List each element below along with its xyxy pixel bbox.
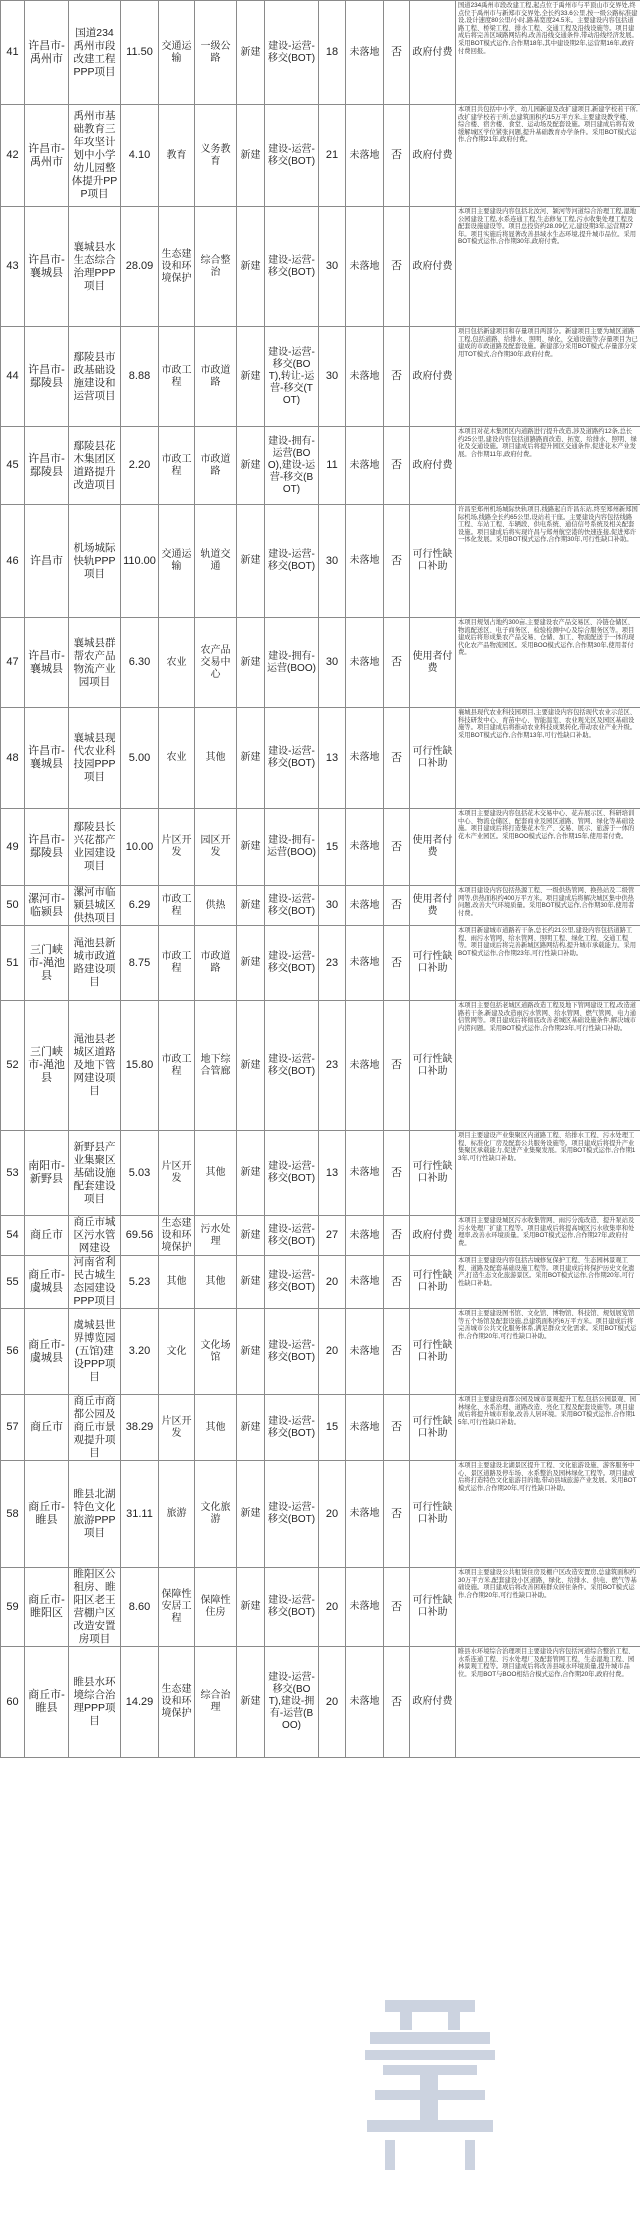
- region-cell: 漯河市-临颍县: [25, 886, 69, 926]
- row-number: 49: [1, 809, 25, 886]
- watermark-logo: [345, 1990, 515, 2220]
- sub-industry-cell: 一级公路: [195, 1, 237, 105]
- payment-mechanism-cell: 可行性缺口补助: [410, 1256, 456, 1309]
- landing-status-cell: 未落地: [346, 1568, 384, 1647]
- row-number: 47: [1, 618, 25, 708]
- row-number: 42: [1, 105, 25, 207]
- payment-mechanism-cell: 政府付费: [410, 1, 456, 105]
- cooperation-years-cell: 20: [319, 1647, 346, 1758]
- landing-status-cell: 未落地: [346, 1001, 384, 1131]
- region-cell: 许昌市: [25, 505, 69, 618]
- investment-cell: 11.50: [121, 1, 159, 105]
- investment-cell: 38.29: [121, 1395, 159, 1461]
- project-name-cell: 襄城县群帮农产品物流产业园项目: [69, 618, 121, 708]
- sub-industry-cell: 市政道路: [195, 427, 237, 505]
- investment-cell: 28.09: [121, 207, 159, 327]
- region-cell: 南阳市-新野县: [25, 1131, 69, 1216]
- row-number: 53: [1, 1131, 25, 1216]
- landing-status-cell: 未落地: [346, 1, 384, 105]
- table-row: [1, 505, 640, 618]
- sub-industry-cell: 污水处理: [195, 1216, 237, 1256]
- investment-cell: 5.03: [121, 1131, 159, 1216]
- landing-status-cell: 未落地: [346, 926, 384, 1001]
- payment-mechanism-cell: 政府付费: [410, 207, 456, 327]
- table-row: [1, 1, 640, 105]
- payment-mechanism-cell: 可行性缺口补助: [410, 505, 456, 618]
- industry-cell: 生态建设和环境保护: [159, 1216, 195, 1256]
- payment-mechanism-cell: 政府付费: [410, 1647, 456, 1758]
- table-row: [1, 1256, 640, 1309]
- project-description-cell: 本项目规划占地约300亩,主要建设农产品交易区、冷链仓储区、物流配送区、电子商务区、检验检测中心及综合服务区等。项目建成后将形成集农产品交易、仓储、加工、物流配送于一体的现代化农产品物流园区。采用BOO模式运作,合作期30年,使用者付费。: [456, 618, 640, 708]
- table-row: [1, 105, 640, 207]
- cooperation-years-cell: 30: [319, 886, 346, 926]
- payment-mechanism-cell: 可行性缺口补助: [410, 926, 456, 1001]
- operation-mode-cell: 建设-运营-移交(BOT): [265, 926, 319, 1001]
- cooperation-years-cell: 18: [319, 1, 346, 105]
- region-cell: 许昌市-禹州市: [25, 105, 69, 207]
- table-row: [1, 1647, 640, 1758]
- cooperation-years-cell: 13: [319, 1131, 346, 1216]
- cooperation-years-cell: 27: [319, 1216, 346, 1256]
- landing-status-cell: 未落地: [346, 1131, 384, 1216]
- row-number: 58: [1, 1461, 25, 1568]
- landing-status-cell: 未落地: [346, 1395, 384, 1461]
- region-cell: 许昌市-鄢陵县: [25, 327, 69, 427]
- project-description-cell: 本项目主要包括老城区道路改造工程及地下管网建设工程,改造道路若干条,新建及改造雨污水管网、给水管网、燃气管网、电力通信管网等。项目建成后将彻底改善老城区基础设施条件,解决城市内涝问题。采用BOT模式运作,合作期23年,可行性缺口补助。: [456, 1001, 640, 1131]
- table-row: [1, 809, 640, 886]
- project-name-cell: 虞城县世界博览园(五馆)建设PPP项目: [69, 1309, 121, 1395]
- operation-mode-cell: 建设-运营-移交(BOT): [265, 1001, 319, 1131]
- project-description-cell: 睢县水环境综合治理项目主要建设内容包括河道综合整治工程、水系连通工程、污水处理厂及配套管网工程、生态湿地工程、园林景观工程等。项目建成后将改善县域水环境质量,提升城市品位。采用BOT与BOO相结合模式运作,合作期20年,政府付费。: [456, 1647, 640, 1758]
- region-cell: 商丘市-虞城县: [25, 1256, 69, 1309]
- payment-mechanism-cell: 政府付费: [410, 105, 456, 207]
- payment-mechanism-cell: 可行性缺口补助: [410, 1568, 456, 1647]
- industry-cell: 片区开发: [159, 809, 195, 886]
- operation-mode-cell: 建设-运营-移交(BOT): [265, 1395, 319, 1461]
- project-description-cell: 本项目新建城市道路若干条,总长约21公里,建设内容包括道路工程、雨污水管网、给水管网、照明工程、绿化工程、交通工程等。项目建成后将完善新城区路网结构,提升城市承载能力。采用BOT模式运作,合作期23年,可行性缺口补助。: [456, 926, 640, 1001]
- row-number: 55: [1, 1256, 25, 1309]
- investment-cell: 8.60: [121, 1568, 159, 1647]
- industry-cell: 文化: [159, 1309, 195, 1395]
- region-cell: 许昌市-襄城县: [25, 618, 69, 708]
- landing-status-cell: 未落地: [346, 1256, 384, 1309]
- sub-industry-cell: 其他: [195, 1395, 237, 1461]
- operation-mode-cell: 建设-运营-移交(BOT): [265, 207, 319, 327]
- investment-cell: 8.75: [121, 926, 159, 1001]
- industry-cell: 交通运输: [159, 505, 195, 618]
- landing-status-cell: 未落地: [346, 1647, 384, 1758]
- row-number: 43: [1, 207, 25, 327]
- region-cell: 三门峡市-渑池县: [25, 1001, 69, 1131]
- project-name-cell: 新野县产业集聚区基础设施配套建设项目: [69, 1131, 121, 1216]
- cooperation-years-cell: 20: [319, 1568, 346, 1647]
- project-name-cell: 鄢陵县市政基础设施建设和运营项目: [69, 327, 121, 427]
- payment-mechanism-cell: 使用者付费: [410, 886, 456, 926]
- operation-mode-cell: 建设-运营-移交(BOT): [265, 1, 319, 105]
- industry-cell: 片区开发: [159, 1131, 195, 1216]
- project-name-cell: 襄城县现代农业科技园PPP项目: [69, 708, 121, 809]
- demonstration-cell: 否: [384, 1309, 410, 1395]
- row-number: 46: [1, 505, 25, 618]
- investment-cell: 14.29: [121, 1647, 159, 1758]
- industry-cell: 旅游: [159, 1461, 195, 1568]
- operation-mode-cell: 建设-运营-移交(BOT): [265, 1568, 319, 1647]
- project-name-cell: 渑池县老城区道路及地下管网建设项目: [69, 1001, 121, 1131]
- project-description-cell: 本项目主要建设城区污水收集管网、雨污分流改造、提升泵站及污水处理厂扩建工程等。项目建成后将提高城区污水收集率和处理率,改善水环境质量。采用BOT模式运作,合作期27年,政府付费。: [456, 1216, 640, 1256]
- build-type-cell: 新建: [237, 427, 265, 505]
- region-cell: 商丘市-睢县: [25, 1647, 69, 1758]
- cooperation-years-cell: 13: [319, 708, 346, 809]
- cooperation-years-cell: 23: [319, 1001, 346, 1131]
- project-description-cell: 本项目主要建设内容包括花木交易中心、花卉展示区、科研培训中心、物流仓储区、配套商业及园区道路、管网、绿化等基础设施。项目建成后将打造集花木生产、交易、展示、旅游于一体的花木产业园区。采用BOO模式运作,合作期15年,使用者付费。: [456, 809, 640, 886]
- row-number: 41: [1, 1, 25, 105]
- sub-industry-cell: 保障性住房: [195, 1568, 237, 1647]
- cooperation-years-cell: 15: [319, 809, 346, 886]
- project-description-cell: 本项目建设内容包括热源工程、一级供热管网、换热站及二级管网等,供热面积约400万平方米。项目建成后将解决城区集中供热问题,改善大气环境质量。采用BOT模式运作,合作期30年,使用者付费。: [456, 886, 640, 926]
- operation-mode-cell: 建设-拥有-运营(BOO),建设-运营-移交(BOT): [265, 427, 319, 505]
- region-cell: 许昌市-禹州市: [25, 1, 69, 105]
- demonstration-cell: 否: [384, 708, 410, 809]
- table-row: [1, 708, 640, 809]
- project-name-cell: 襄城县水生态综合治理PPP项目: [69, 207, 121, 327]
- build-type-cell: 新建: [237, 1001, 265, 1131]
- table-row: [1, 1131, 640, 1216]
- industry-cell: 农业: [159, 708, 195, 809]
- project-name-cell: 机场城际快轨PPP项目: [69, 505, 121, 618]
- cooperation-years-cell: 15: [319, 1395, 346, 1461]
- project-description-cell: 项目包括新建项目和存量项目两部分。新建项目主要为城区道路工程,包括道路、给排水、照明、绿化、交通设施等;存量项目为已建成的市政道路及配套设施。新建部分采用BOT模式,存量部分采用TOT模式,合作期30年,政府付费。: [456, 327, 640, 427]
- project-description-cell: 本项目主要建设公共租赁住房及棚户区改造安置房,总建筑面积约30万平方米,配套建设小区道路、绿化、给排水、供电、燃气等基础设施。项目建成后将改善困难群众居住条件。采用BOT模式运作,合作期20年,可行性缺口补助。: [456, 1568, 640, 1647]
- cooperation-years-cell: 20: [319, 1309, 346, 1395]
- payment-mechanism-cell: 政府付费: [410, 1216, 456, 1256]
- industry-cell: 市政工程: [159, 427, 195, 505]
- cooperation-years-cell: 30: [319, 505, 346, 618]
- sub-industry-cell: 综合整治: [195, 207, 237, 327]
- sub-industry-cell: 市政道路: [195, 926, 237, 1001]
- demonstration-cell: 否: [384, 505, 410, 618]
- table-row: [1, 926, 640, 1001]
- region-cell: 商丘市: [25, 1216, 69, 1256]
- landing-status-cell: 未落地: [346, 327, 384, 427]
- demonstration-cell: 否: [384, 1, 410, 105]
- industry-cell: 交通运输: [159, 1, 195, 105]
- operation-mode-cell: 建设-运营-移交(BOT): [265, 105, 319, 207]
- landing-status-cell: 未落地: [346, 886, 384, 926]
- sub-industry-cell: 供热: [195, 886, 237, 926]
- project-description-cell: 本项目主要建设内容包括古城修复保护工程、生态园林景观工程、道路及配套基础设施工程等。项目建成后将保护历史文化遗产,打造生态文化旅游景区。采用BOT模式运作,合作期20年,可行性缺口补助。: [456, 1256, 640, 1309]
- row-number: 56: [1, 1309, 25, 1395]
- build-type-cell: 新建: [237, 1131, 265, 1216]
- demonstration-cell: 否: [384, 1568, 410, 1647]
- industry-cell: 其他: [159, 1256, 195, 1309]
- build-type-cell: 新建: [237, 207, 265, 327]
- project-name-cell: 河南省利民古城生态园建设PPP项目: [69, 1256, 121, 1309]
- landing-status-cell: 未落地: [346, 105, 384, 207]
- region-cell: 许昌市-鄢陵县: [25, 809, 69, 886]
- table-row: [1, 1395, 640, 1461]
- payment-mechanism-cell: 可行性缺口补助: [410, 1461, 456, 1568]
- investment-cell: 2.20: [121, 427, 159, 505]
- sub-industry-cell: 地下综合管廊: [195, 1001, 237, 1131]
- sub-industry-cell: 综合治理: [195, 1647, 237, 1758]
- table-row: [1, 207, 640, 327]
- region-cell: 三门峡市-渑池县: [25, 926, 69, 1001]
- operation-mode-cell: 建设-运营-移交(BOT): [265, 1256, 319, 1309]
- sub-industry-cell: 轨道交通: [195, 505, 237, 618]
- project-name-cell: 渑池县新城市政道路建设项目: [69, 926, 121, 1001]
- project-description-cell: 本项目主要建设图书馆、文化馆、博物馆、科技馆、规划展览馆等五个场馆及配套设施,总建筑面积约6万平方米。项目建成后将完善城市公共文化服务体系,满足群众文化需求。采用BOT模式运作,合作期20年,可行性缺口补助。: [456, 1309, 640, 1395]
- project-name-cell: 鄢陵县花木集团区道路提升改造项目: [69, 427, 121, 505]
- cooperation-years-cell: 20: [319, 1256, 346, 1309]
- build-type-cell: 新建: [237, 1256, 265, 1309]
- table-row: [1, 1216, 640, 1256]
- demonstration-cell: 否: [384, 105, 410, 207]
- build-type-cell: 新建: [237, 708, 265, 809]
- project-description-cell: 国道234禹州市段改建工程,起点位于禹州市与平顶山市交界处,终点位于禹州市与新郑市交界处,全长约33.6公里,按一级公路标准建设,设计速度80公里/小时,路基宽度24.5米。主要建设内容包括道路工程、桥梁工程、排水工程、交通工程及沿线设施等。项目建成后将完善区域路网结构,改善沿线交通条件,带动沿线经济发展。采用BOT模式运作,合作期18年,其中建设期2年,运营期16年,政府付费回报。: [456, 1, 640, 105]
- project-name-cell: 禹州市基础教育三年攻坚计划中小学幼儿园整体提升PPP项目: [69, 105, 121, 207]
- investment-cell: 10.00: [121, 809, 159, 886]
- landing-status-cell: 未落地: [346, 708, 384, 809]
- operation-mode-cell: 建设-拥有-运营(BOO): [265, 809, 319, 886]
- project-name-cell: 睢阳区公租房、睢阳区老王营棚户区改造安置房项目: [69, 1568, 121, 1647]
- project-description-cell: 本项目主要建设商都公园及城市景观提升工程,包括公园景观、园林绿化、水系治理、道路改造、亮化工程及配套设施等。项目建成后将提升城市形象,改善人居环境。采用BOT模式运作,合作期15年,可行性缺口补助。: [456, 1395, 640, 1461]
- investment-cell: 5.00: [121, 708, 159, 809]
- landing-status-cell: 未落地: [346, 427, 384, 505]
- operation-mode-cell: 建设-运营-移交(BOT): [265, 1216, 319, 1256]
- cooperation-years-cell: 30: [319, 207, 346, 327]
- row-number: 60: [1, 1647, 25, 1758]
- landing-status-cell: 未落地: [346, 1461, 384, 1568]
- operation-mode-cell: 建设-运营-移交(BOT): [265, 1461, 319, 1568]
- cooperation-years-cell: 21: [319, 105, 346, 207]
- build-type-cell: 新建: [237, 1, 265, 105]
- project-name-cell: 鄢陵县长兴花都产业园建设项目: [69, 809, 121, 886]
- payment-mechanism-cell: 可行性缺口补助: [410, 1309, 456, 1395]
- demonstration-cell: 否: [384, 1001, 410, 1131]
- table-row: [1, 427, 640, 505]
- region-cell: 商丘市-虞城县: [25, 1309, 69, 1395]
- row-number: 48: [1, 708, 25, 809]
- project-description-cell: 本项目主要建设北湖景区提升工程、文化旅游设施、游客服务中心、景区道路及停车场、水系整治及园林绿化工程等。项目建成后将打造特色文化旅游目的地,带动县域旅游产业发展。采用BOT模式运作,合作期20年,可行性缺口补助。: [456, 1461, 640, 1568]
- operation-mode-cell: 建设-运营-移交(BOT): [265, 886, 319, 926]
- cooperation-years-cell: 30: [319, 618, 346, 708]
- operation-mode-cell: 建设-运营-移交(BOT),转让-运营-移交(TOT): [265, 327, 319, 427]
- demonstration-cell: 否: [384, 427, 410, 505]
- demonstration-cell: 否: [384, 809, 410, 886]
- operation-mode-cell: 建设-运营-移交(BOT): [265, 1309, 319, 1395]
- operation-mode-cell: 建设-拥有-运营(BOO): [265, 618, 319, 708]
- demonstration-cell: 否: [384, 1256, 410, 1309]
- industry-cell: 生态建设和环境保护: [159, 207, 195, 327]
- table-row: [1, 327, 640, 427]
- industry-cell: 保障性安居工程: [159, 1568, 195, 1647]
- landing-status-cell: 未落地: [346, 1309, 384, 1395]
- table-row: [1, 1309, 640, 1395]
- investment-cell: 4.10: [121, 105, 159, 207]
- build-type-cell: 新建: [237, 105, 265, 207]
- project-description-cell: 襄城县现代农业科技园项目,主要建设内容包括现代农业示范区、科技研发中心、育苗中心、智能温室、农业观光区及园区基础设施等。项目建成后将推动农业科技成果转化,带动农业产业升级。采用BOT模式运作,合作期13年,可行性缺口补助。: [456, 708, 640, 809]
- row-number: 54: [1, 1216, 25, 1256]
- cooperation-years-cell: 20: [319, 1461, 346, 1568]
- project-name-cell: 商丘市城区污水管网建设: [69, 1216, 121, 1256]
- region-cell: 商丘市: [25, 1395, 69, 1461]
- operation-mode-cell: 建设-运营-移交(BOT),建设-拥有-运营(BOO): [265, 1647, 319, 1758]
- table-row: [1, 1461, 640, 1568]
- demonstration-cell: 否: [384, 618, 410, 708]
- table-row: [1, 886, 640, 926]
- table-row: [1, 1568, 640, 1647]
- cooperation-years-cell: 11: [319, 427, 346, 505]
- investment-cell: 110.00: [121, 505, 159, 618]
- demonstration-cell: 否: [384, 1647, 410, 1758]
- industry-cell: 市政工程: [159, 886, 195, 926]
- demonstration-cell: 否: [384, 1461, 410, 1568]
- row-number: 57: [1, 1395, 25, 1461]
- payment-mechanism-cell: 使用者付费: [410, 809, 456, 886]
- row-number: 44: [1, 327, 25, 427]
- build-type-cell: 新建: [237, 1461, 265, 1568]
- build-type-cell: 新建: [237, 618, 265, 708]
- investment-cell: 6.30: [121, 618, 159, 708]
- build-type-cell: 新建: [237, 505, 265, 618]
- investment-cell: 5.23: [121, 1256, 159, 1309]
- table-row: [1, 618, 640, 708]
- industry-cell: 市政工程: [159, 327, 195, 427]
- project-description-cell: 项目主要建设产业集聚区内道路工程、给排水工程、污水处理工程、标准化厂房及配套公共服务设施等。项目建成后将提升产业集聚区承载能力,促进产业集聚发展。采用BOT模式运作,合作期13年,可行性缺口补助。: [456, 1131, 640, 1216]
- demonstration-cell: 否: [384, 327, 410, 427]
- operation-mode-cell: 建设-运营-移交(BOT): [265, 708, 319, 809]
- sub-industry-cell: 其他: [195, 1131, 237, 1216]
- industry-cell: 市政工程: [159, 926, 195, 1001]
- payment-mechanism-cell: 可行性缺口补助: [410, 1131, 456, 1216]
- region-cell: 许昌市-襄城县: [25, 708, 69, 809]
- cooperation-years-cell: 30: [319, 327, 346, 427]
- sub-industry-cell: 义务教育: [195, 105, 237, 207]
- build-type-cell: 新建: [237, 926, 265, 1001]
- investment-cell: 31.11: [121, 1461, 159, 1568]
- demonstration-cell: 否: [384, 207, 410, 327]
- industry-cell: 农业: [159, 618, 195, 708]
- region-cell: 商丘市-睢县: [25, 1461, 69, 1568]
- build-type-cell: 新建: [237, 1309, 265, 1395]
- build-type-cell: 新建: [237, 1647, 265, 1758]
- operation-mode-cell: 建设-运营-移交(BOT): [265, 505, 319, 618]
- build-type-cell: 新建: [237, 886, 265, 926]
- sub-industry-cell: 其他: [195, 708, 237, 809]
- project-description-cell: 本项目主要建设内容包括北汝河、颍河等河道综合治理工程,湿地公园建设工程,水系连通工程,生态修复工程,污水收集处理工程及配套设施建设等。项目总投资约28.09亿元,建设期3年,运营期27年。项目实施后将显著改善县域水生态环境,提升城市品位。采用BOT模式运作,合作期30年,政府付费。: [456, 207, 640, 327]
- region-cell: 许昌市-襄城县: [25, 207, 69, 327]
- project-name-cell: 漯河市临颍县城区供热项目: [69, 886, 121, 926]
- landing-status-cell: 未落地: [346, 809, 384, 886]
- row-number: 52: [1, 1001, 25, 1131]
- build-type-cell: 新建: [237, 809, 265, 886]
- row-number: 45: [1, 427, 25, 505]
- payment-mechanism-cell: 可行性缺口补助: [410, 1395, 456, 1461]
- landing-status-cell: 未落地: [346, 1216, 384, 1256]
- sub-industry-cell: 文化旅游: [195, 1461, 237, 1568]
- payment-mechanism-cell: 使用者付费: [410, 618, 456, 708]
- project-name-cell: 睢县北湖特色文化旅游PPP项目: [69, 1461, 121, 1568]
- investment-cell: 69.56: [121, 1216, 159, 1256]
- payment-mechanism-cell: 政府付费: [410, 427, 456, 505]
- build-type-cell: 新建: [237, 1216, 265, 1256]
- row-number: 50: [1, 886, 25, 926]
- payment-mechanism-cell: 政府付费: [410, 327, 456, 427]
- industry-cell: 片区开发: [159, 1395, 195, 1461]
- project-description-cell: 本项目共包括中小学、幼儿园新建及改扩建项目,新建学校若干所,改扩建学校若干所,总建筑面积约15万平方米,主要建设教学楼、综合楼、宿舍楼、食堂、运动场及配套设施。项目建成后将有效缓解城区学位紧张问题,提升基础教育办学条件。采用BOT模式运作,合作期21年,政府付费。: [456, 105, 640, 207]
- industry-cell: 生态建设和环境保护: [159, 1647, 195, 1758]
- region-cell: 商丘市-睢阳区: [25, 1568, 69, 1647]
- row-number: 59: [1, 1568, 25, 1647]
- demonstration-cell: 否: [384, 926, 410, 1001]
- operation-mode-cell: 建设-运营-移交(BOT): [265, 1131, 319, 1216]
- sub-industry-cell: 文化场馆: [195, 1309, 237, 1395]
- sub-industry-cell: 市政道路: [195, 327, 237, 427]
- project-name-cell: 商丘市商都公园及商丘市景观提升项目: [69, 1395, 121, 1461]
- demonstration-cell: 否: [384, 1216, 410, 1256]
- sub-industry-cell: 农产品交易中心: [195, 618, 237, 708]
- demonstration-cell: 否: [384, 1131, 410, 1216]
- investment-cell: 15.80: [121, 1001, 159, 1131]
- landing-status-cell: 未落地: [346, 207, 384, 327]
- landing-status-cell: 未落地: [346, 618, 384, 708]
- investment-cell: 8.88: [121, 327, 159, 427]
- demonstration-cell: 否: [384, 886, 410, 926]
- build-type-cell: 新建: [237, 327, 265, 427]
- table-row: [1, 1001, 640, 1131]
- project-name-cell: 国道234禹州市段改建工程PPP项目: [69, 1, 121, 105]
- investment-cell: 3.20: [121, 1309, 159, 1395]
- project-name-cell: 睢县水环境综合治理PPP项目: [69, 1647, 121, 1758]
- sub-industry-cell: 其他: [195, 1256, 237, 1309]
- build-type-cell: 新建: [237, 1568, 265, 1647]
- sub-industry-cell: 园区开发: [195, 809, 237, 886]
- payment-mechanism-cell: 可行性缺口补助: [410, 1001, 456, 1131]
- project-description-cell: 本项目对花木集团区内道路进行提升改造,涉及道路约12条,总长约25公里,建设内容包括道路路面改造、拓宽、给排水、照明、绿化及交通设施。项目建成后将提升园区交通条件,促进花木产业发展。合作期11年,政府付费。: [456, 427, 640, 505]
- industry-cell: 教育: [159, 105, 195, 207]
- cooperation-years-cell: 23: [319, 926, 346, 1001]
- landing-status-cell: 未落地: [346, 505, 384, 618]
- region-cell: 许昌市-鄢陵县: [25, 427, 69, 505]
- project-description-cell: 许昌至郑州机场城际快轨项目,线路起自许昌东站,终至郑州新郑国际机场,线路全长约65公里,设站若干座。主要建设内容包括线路工程、车站工程、车辆段、供电系统、通信信号系统及相关配套设施。项目建成后将实现许昌与郑州航空港的快速连接,促进郑许一体化发展。采用BOT模式运作,合作期30年,可行性缺口补助。: [456, 505, 640, 618]
- demonstration-cell: 否: [384, 1395, 410, 1461]
- payment-mechanism-cell: 可行性缺口补助: [410, 708, 456, 809]
- row-number: 51: [1, 926, 25, 1001]
- investment-cell: 6.29: [121, 886, 159, 926]
- build-type-cell: 新建: [237, 1395, 265, 1461]
- industry-cell: 市政工程: [159, 1001, 195, 1131]
